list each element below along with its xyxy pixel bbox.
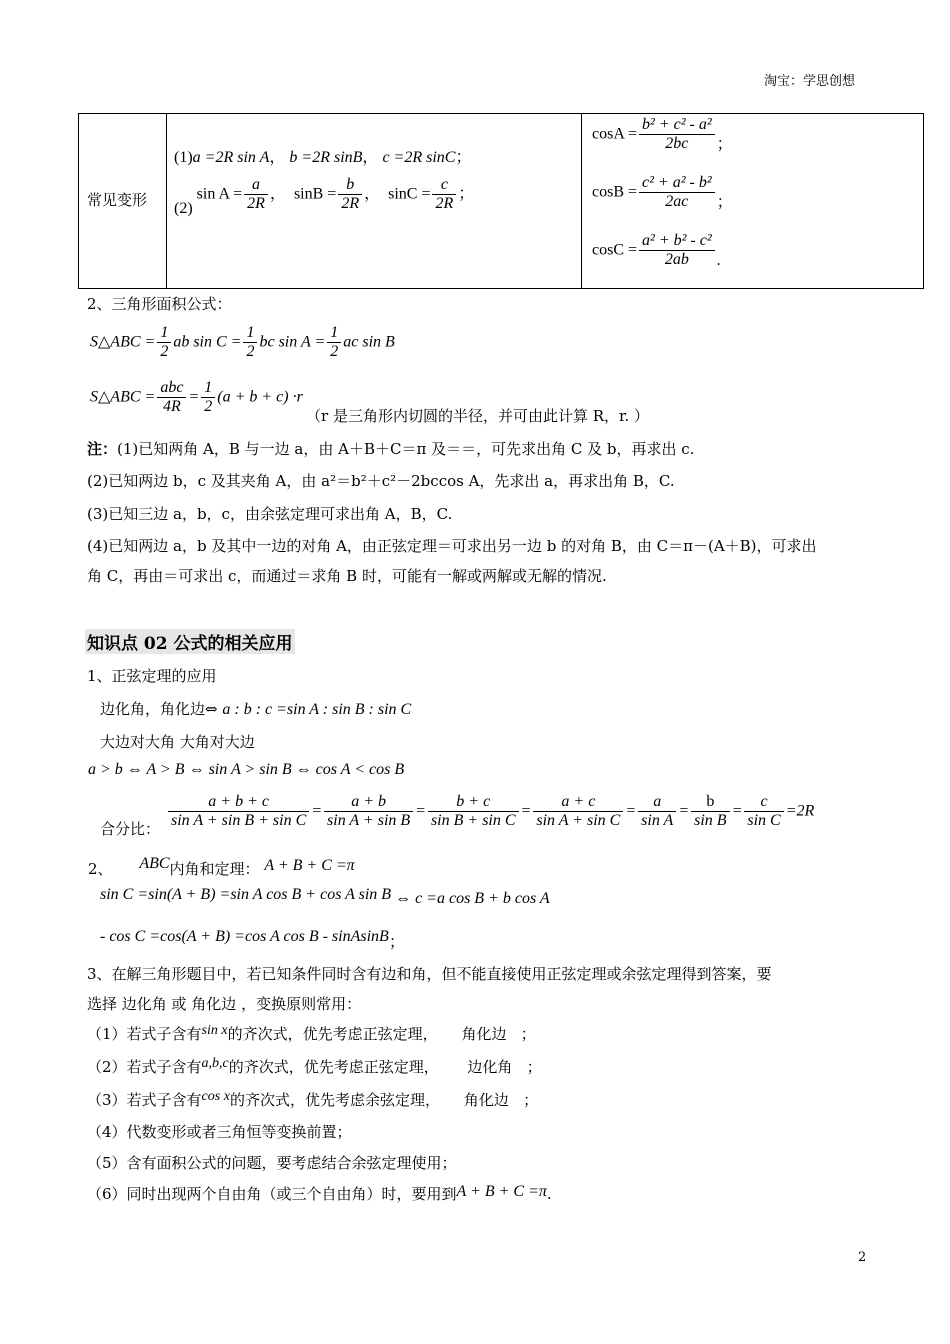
hefen-formula: $\frac{a + b + c}{\text{sin A + sin B + sin C}}$ = $\frac{a + b}{\text{sin A + sin B}}$ = $\frac{b + c}{\text{sin B + sin C}}$ = $\frac{a + c}{\text{sin A + sin C}}$ = $\frac{a}{\text{sin A}}$ = $\frac{b}{\text{sin B}}$ = $\frac{c}{\text{sin C}}$ =2R: [166, 793, 814, 831]
sine-variants-cell: [167, 114, 582, 289]
note-3: (3)已知三边 a，b，c，由余弦定理可求出角 A，B，C.: [87, 505, 453, 523]
sinC-expansion: sin C =sin(A + B) =sin A cos B + cos A sin B ⇔ c =a cos B + b cos A: [100, 886, 550, 907]
note-2: (2)已知两边 b，c 及其夹角 A，由 a²＝b²＋c²－2bccos A，先求出 a，再求出角 B，C.: [87, 472, 675, 490]
page-number: 2: [858, 1250, 867, 1265]
cosA-formula: cosA = $\frac{\text{b² + c² - a²}}{2bc}$ ；: [592, 116, 733, 153]
rule-4: （4）代数变形或者三角恒等变换前置；: [87, 1123, 352, 1141]
table-label: 常见变形: [87, 191, 148, 209]
area-note: （r 是三角形内切圆的半径，并可由此计算 R，r. ）: [306, 407, 650, 425]
sine-usage-title: 1、正弦定理的应用: [87, 667, 217, 685]
cosC-expansion: - cos C =cos(A + B) =cos A cos B - sinAsinB；: [100, 928, 405, 951]
hefen-label: 合分比：: [100, 820, 161, 838]
transform-para-1: 3、在解三角形题目中，若已知条件同时含有边和角，但不能直接使用正弦定理或余弦定理得到答案，要: [87, 965, 772, 983]
table-label-cell: [79, 114, 167, 289]
sine-variant-1: (1)a =2R sin A， b =2R sinB， c =2R sinC；: [174, 149, 472, 166]
transform-para-2: 选择 边化角 或 角化边 ，变换原则常用：: [87, 995, 362, 1013]
note-1: 注：(1)已知两角 A，B 与一边 a，由 A＋B＋C＝π 及＝＝，可先求出角 C 及 b，再求出 c.: [87, 440, 695, 458]
cosine-variants-cell: [582, 114, 924, 289]
sine-variant-2: (2) sin A = $\frac{a}{2R}$ ， sinB = $\frac{b}{2R}$ ， sinC = $\frac{c}{2R}$ ；: [174, 176, 475, 217]
area-formula-2: S△ABC = $\frac{\text{abc}}{4R}$ = $\frac{1}{2}$ (a + b + c) ·r: [90, 379, 303, 416]
area-title: 2、三角形面积公式：: [87, 295, 232, 313]
area-formula-1: S△ABC = $\frac{1}{2}$ ab sin C = $\frac{1}{2}$ bc sin A = $\frac{1}{2}$ ac sin B: [90, 324, 395, 361]
rule-1: （1）若式子含有sin x的齐次式，优先考虑正弦定理， 角化边 ；: [87, 1023, 536, 1043]
rule-2: （2）若式子含有a,b,c的齐次式，优先考虑正弦定理， 边化角 ；: [87, 1056, 542, 1076]
section-heading: 知识点 02 公式的相关应用: [85, 629, 295, 654]
note-4b: 角 C，再由＝可求出 c，而通过＝求角 B 时，可能有一解或两解或无解的情况.: [87, 567, 607, 585]
formula-table: [78, 113, 924, 289]
rule-3: （3）若式子含有cos x的齐次式，优先考虑余弦定理， 角化边 ；: [87, 1089, 539, 1109]
rule-6: （6）同时出现两个自由角（或三个自由角）时，要用到A + B + C =π.: [87, 1183, 552, 1203]
cosC-formula: cosC = $\frac{\text{a² + b² - c²}}{2ab}$ .: [592, 232, 721, 269]
header-shop: 淘宝：学思创想: [764, 74, 856, 89]
angle-sum-title: 2、 ABC内角和定理： A + B + C =π: [88, 855, 355, 878]
dabian: 大边对大角 大角对大边: [100, 733, 255, 751]
note-4a: (4)已知两边 a，b 及其中一边的对角 A，由正弦定理＝可求出另一边 b 的对角 B，由 C＝π－(A＋B)，可求出: [87, 537, 817, 555]
rule-5: （5）含有面积公式的问题，要考虑结合余弦定理使用；: [87, 1154, 457, 1172]
cosB-formula: cosB = $\frac{\text{c² + a² - b²}}{2ac}$ ；: [592, 174, 733, 211]
bianhua: 边化角，角化边⇔ a : b : c =sin A : sin B : sin C: [100, 700, 412, 718]
inequality-chain: a > b ⇔ A > B ⇔ sin A > sin B ⇔ cos A < cos B: [88, 761, 405, 778]
